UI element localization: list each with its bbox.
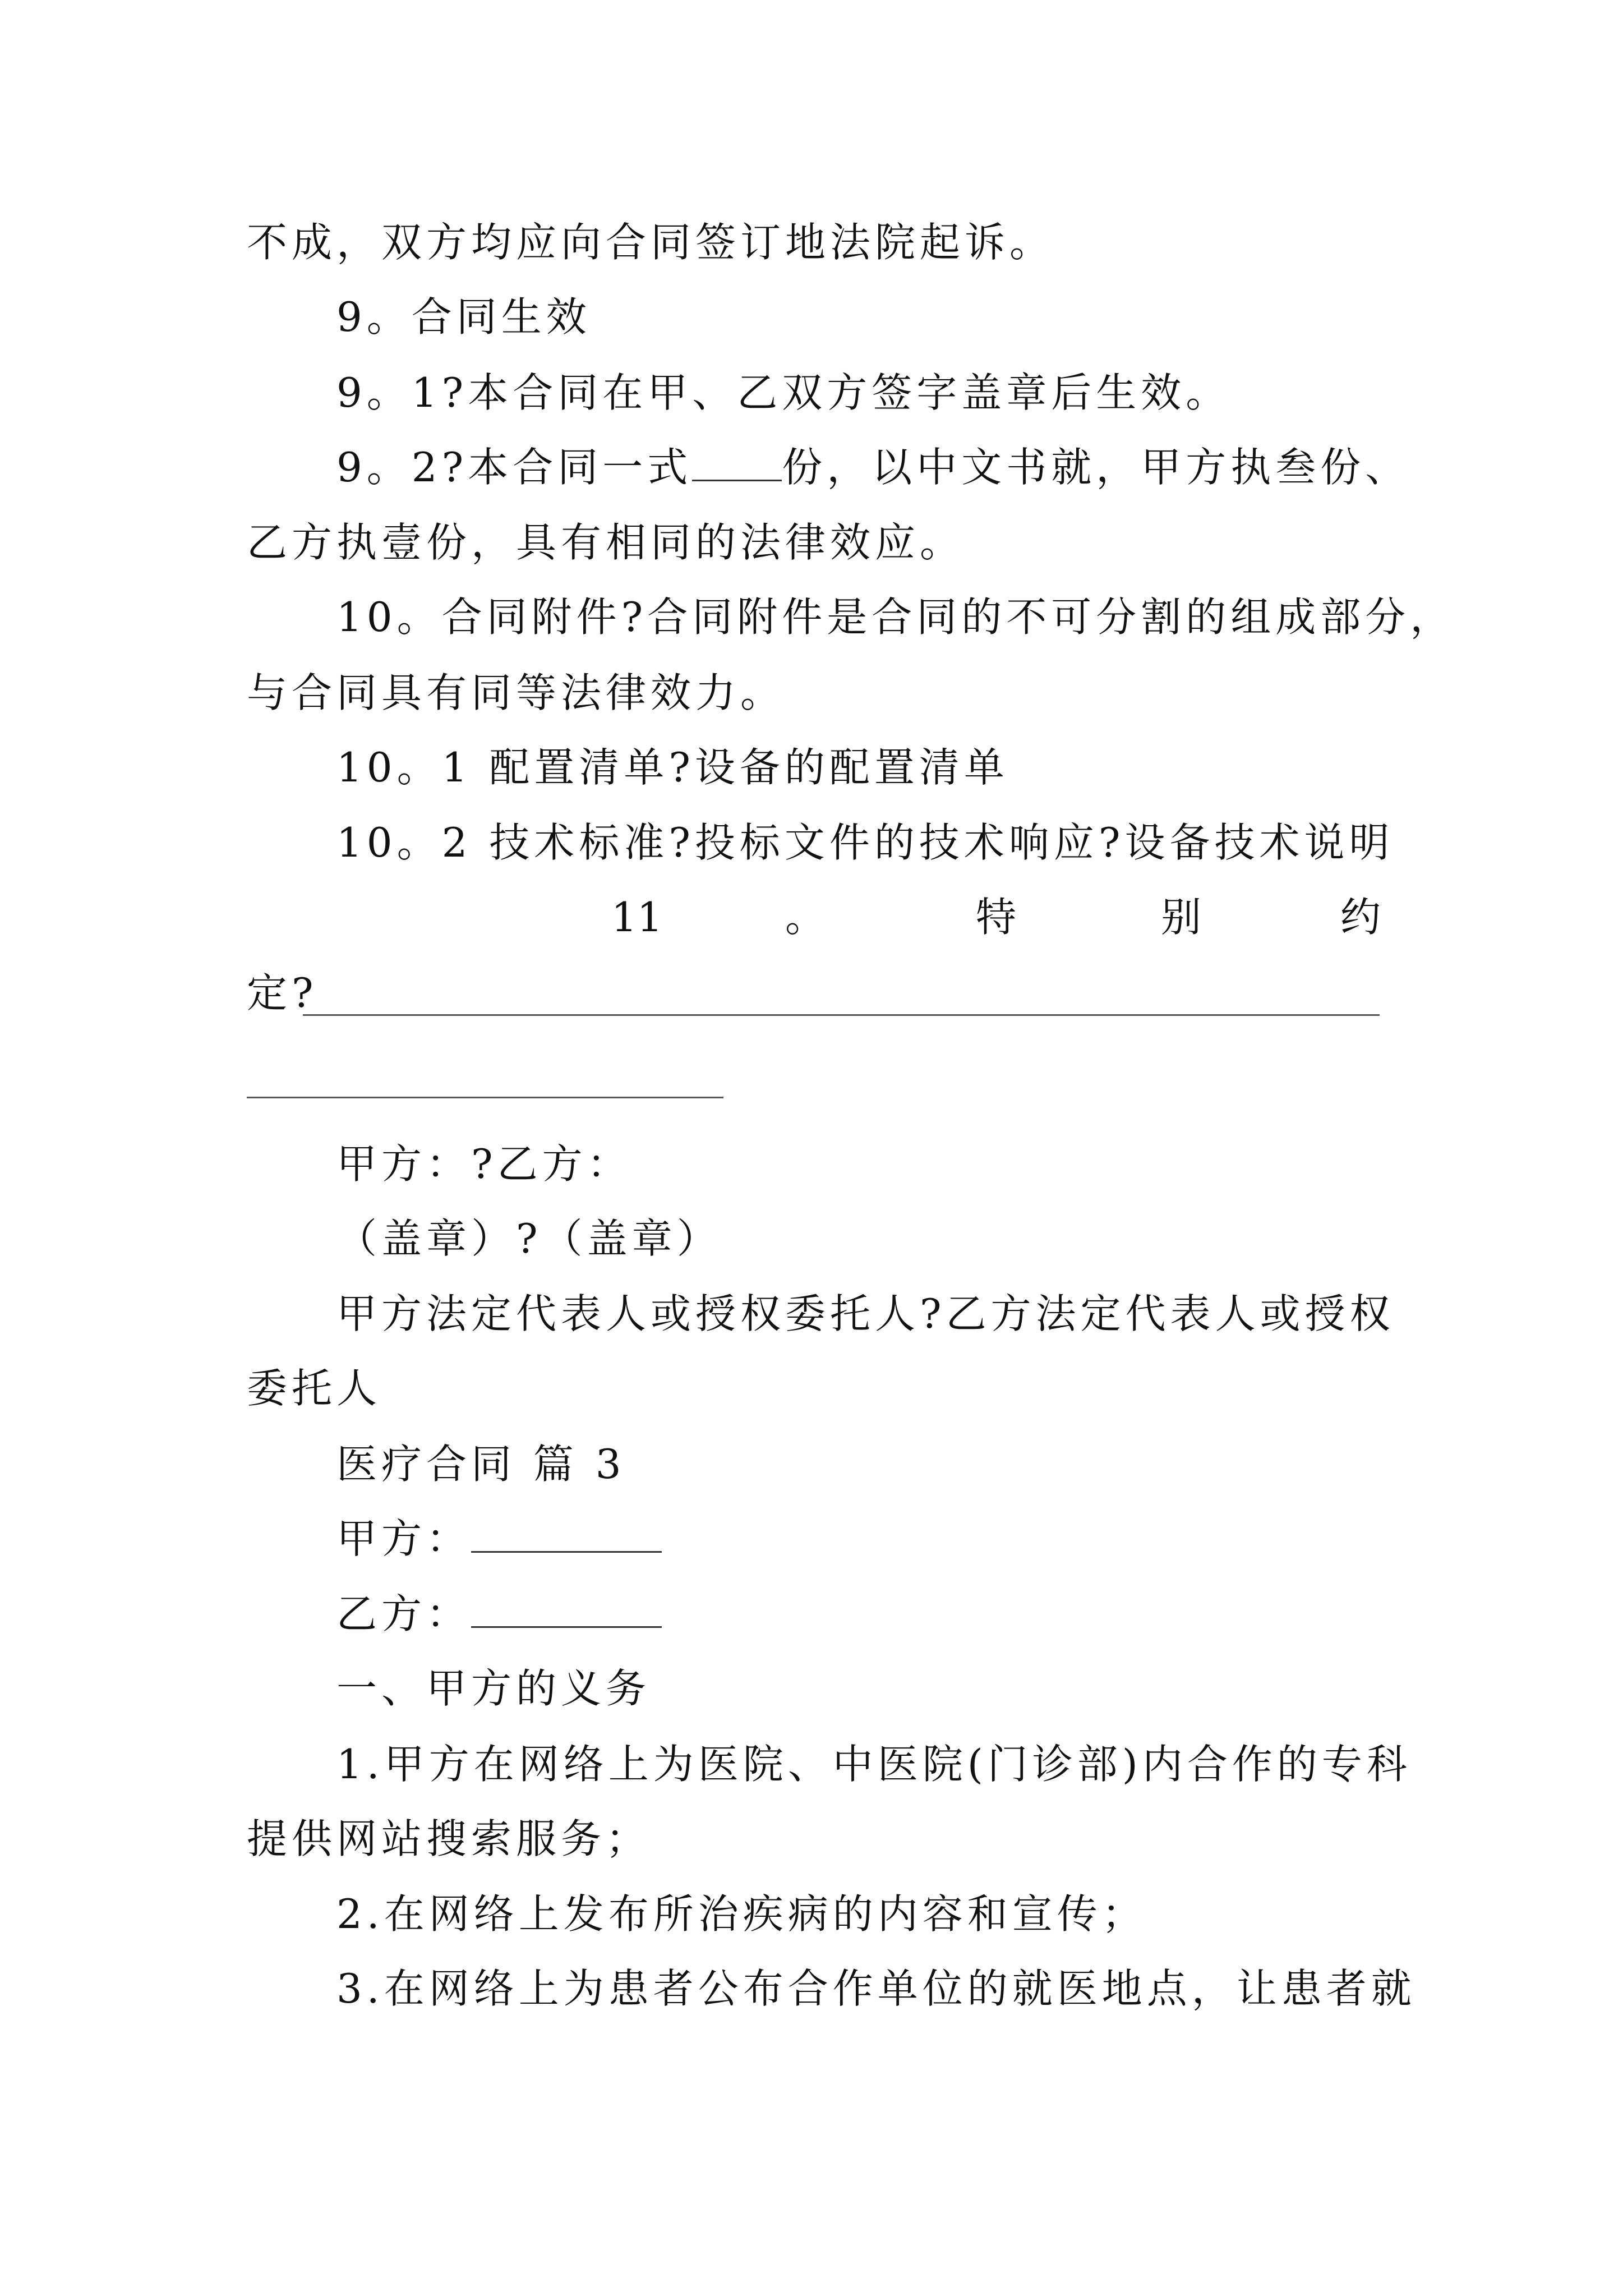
spread-char: 。 xyxy=(785,894,826,941)
paragraph-line: 与合同具有同等法律效力。 xyxy=(247,669,786,716)
paragraph-line xyxy=(336,439,1410,495)
paragraph-line: 9。1?本合同在甲、乙双方签字盖章后生效。 xyxy=(336,369,1231,416)
paragraph-line: 3.在网络上为患者公布合作单位的就医地点，让患者就 xyxy=(336,1965,1416,2012)
party-a-blank xyxy=(471,1517,662,1553)
paragraph-line: 乙方执壹份，具有相同的法律效应。 xyxy=(247,519,965,566)
spread-char: 约 xyxy=(1340,894,1381,941)
party-a-label: 甲方： xyxy=(336,1515,472,1562)
party-b-line xyxy=(336,1586,662,1642)
paragraph-line: 提供网站搜索服务； xyxy=(247,1815,651,1862)
section-heading: 9。合同生效 xyxy=(336,293,591,341)
spread-char: 11 xyxy=(611,894,663,941)
paragraph-line: 10。合同附件?合同附件是合同的不可分割的组成部分， xyxy=(336,593,1455,641)
spread-char: 特 xyxy=(976,894,1017,941)
party-a-line xyxy=(336,1511,662,1567)
paragraph-line: 10。2 技术标准?投标文件的技术响应?设备技术说明 xyxy=(336,819,1394,866)
clause-text: 份，以中文书就，甲方执叁份、 xyxy=(782,444,1410,491)
fill-in-underline xyxy=(247,1097,723,1098)
paragraph-line: 10。1 配置清单?设备的配置清单 xyxy=(336,744,1009,791)
copies-blank xyxy=(692,446,782,481)
document-subtitle: 医疗合同 篇 3 xyxy=(336,1441,626,1488)
party-b-label: 乙方： xyxy=(336,1590,472,1637)
signature-line: 甲方法定代表人或授权委托人?乙方法定代表人或授权 xyxy=(336,1290,1395,1337)
signature-line: 委托人 xyxy=(247,1365,382,1412)
paragraph-line: 定? xyxy=(247,969,318,1016)
clause-text: 9。2?本合同一式 xyxy=(336,444,693,491)
paragraph-line: 2.在网络上发布所治疾病的内容和宣传； xyxy=(336,1890,1147,1938)
paragraph-line: 不成，双方均应向合同签订地法院起诉。 xyxy=(247,219,1055,266)
section-heading: 一、甲方的义务 xyxy=(336,1665,651,1712)
fill-in-underline xyxy=(303,1014,1380,1016)
spread-char: 别 xyxy=(1161,894,1202,941)
signature-line: （盖章）?（盖章） xyxy=(336,1215,722,1262)
party-b-blank xyxy=(471,1593,662,1628)
signature-line: 甲方：?乙方： xyxy=(336,1140,632,1188)
paragraph-line: 1.甲方在网络上为医院、中医院(门诊部)内合作的专科 xyxy=(336,1741,1412,1788)
